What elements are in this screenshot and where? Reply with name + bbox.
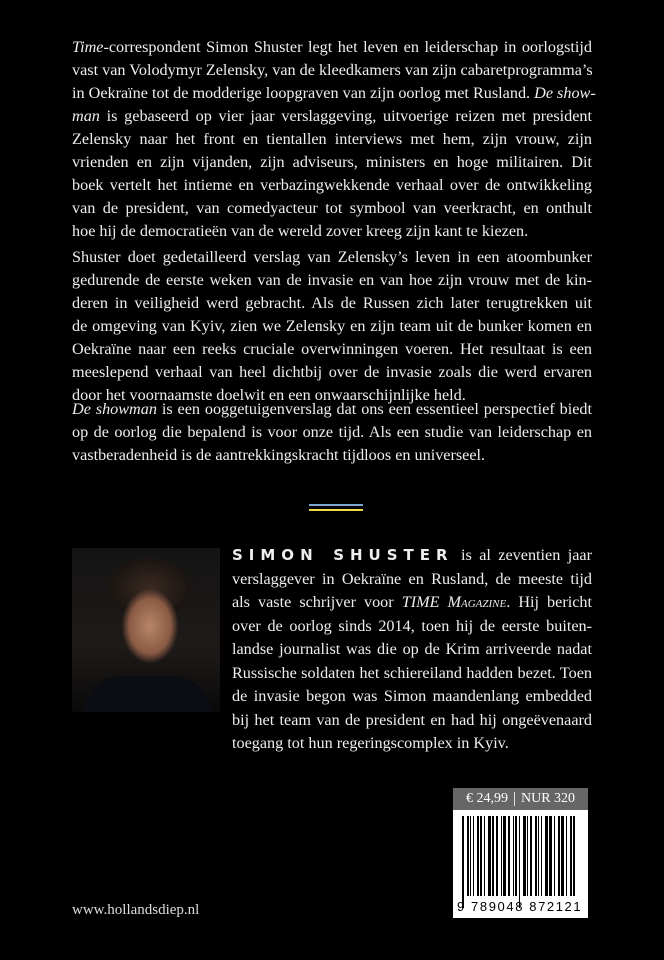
barcode-bar (496, 816, 498, 896)
text-line (232, 591, 592, 615)
text-segment: vastberadenheid is de aantrekkingskracht tijdloos en universeel. (72, 446, 486, 464)
text-line (72, 315, 592, 338)
barcode-bar (480, 816, 482, 896)
barcode-bar (561, 816, 564, 896)
separator (514, 792, 515, 806)
nur-code: NUR 320 (520, 791, 576, 806)
barcode-bars (459, 816, 581, 908)
text-line (72, 292, 592, 315)
text-segment: -correspondent Simon Shuster legt het leven en leiderschap in oorlogstijd (103, 38, 592, 56)
barcode-bar (462, 816, 464, 908)
barcode-bar (535, 816, 537, 896)
barcode-bar (501, 816, 502, 896)
barcode-bar (538, 816, 539, 896)
barcode-bar (503, 816, 506, 896)
text-segment: op de oorlog die bepalend is voor onze tijd. Als een studie van leiderschap en (72, 423, 592, 441)
barcode-bar (527, 816, 528, 896)
text-line (72, 444, 592, 467)
ukraine-flag-divider (309, 504, 363, 511)
text-line (72, 197, 592, 220)
text-line (72, 105, 592, 128)
barcode-bar (549, 816, 552, 896)
text-segment: De showman (72, 400, 157, 418)
text-segment: toegang tot hun regeringscomplex in Kyiv. (232, 734, 509, 752)
text-segment: van de president, van comedyacteur tot symbool van veerkracht, en onthult (72, 199, 592, 217)
text-segment: deren in veiligheid werd gebracht. Als de Russen zich later terugtrekken uit (72, 294, 592, 312)
text-line (72, 36, 592, 59)
text-segment: gedurende de eerste weken van de invasie en van hoe zijn vrouw met de kin- (72, 271, 592, 289)
barcode-bar (554, 816, 555, 896)
text-segment: bij het team van de president en had hij ongeëvenaard (232, 710, 592, 729)
text-line (232, 685, 592, 709)
text-segment: vast van Volodymyr Zelensky, van de kleedkamers van zijn cabaretprogramma’s (72, 61, 593, 79)
barcode-bar (541, 816, 542, 896)
text-segment: door het voornaamste doelwit en een onwaarschijnlijke held. (72, 386, 466, 404)
blurb-paragraph-3 (72, 398, 592, 467)
barcode-bar (470, 816, 471, 896)
publisher-website: www.hollandsdiep.nl (72, 902, 200, 918)
text-segment: is een ooggetuigenverslag dat ons een essentieel perspectief biedt (156, 400, 592, 418)
barcode-bar (523, 816, 526, 896)
barcode-bar (558, 816, 560, 896)
text-segment: over de oorlog sinds 2014, toen hij de eerste buiten- (232, 616, 592, 635)
text-line (232, 615, 592, 639)
text-segment: in Oekraïne tot de modderige loopgraven van zijn oorlog met Rusland. (72, 84, 535, 102)
barcode-bar (566, 816, 567, 896)
text-line (232, 709, 592, 733)
text-line (72, 361, 592, 384)
barcode-bar (513, 816, 514, 896)
text-segment: Zelensky naar het front en tientallen interviews met hem, zijn vrouw, zijn (72, 130, 592, 148)
text-segment: meeslepend verhaal van heel dichtbij over de invasie zoals die werd ervaren (72, 363, 592, 381)
text-segment: verslaggever in Oekraïne en Rusland, de meeste tijd (232, 569, 592, 588)
text-line (72, 59, 592, 82)
barcode-bar (492, 816, 494, 896)
text-line (72, 421, 592, 444)
barcode-box (453, 788, 588, 918)
barcode-bar (467, 816, 469, 896)
text-segment: TIME Magazine (401, 593, 507, 611)
text-segment: . Hij bericht (506, 593, 592, 611)
text-segment: man (72, 107, 100, 125)
price: € 24,99 (465, 791, 508, 806)
text-segment: vrienden en zijn vijanden, zijn adviseurs, ministers en hoge militairen. Dit (72, 153, 592, 171)
text-segment: hoe hij de democratieën van de wereld zover kreeg zijn kant te kiezen. (72, 222, 529, 240)
text-line (72, 220, 592, 243)
text-line (232, 732, 592, 756)
blurb-paragraph-1 (72, 36, 596, 243)
text-line (232, 662, 592, 686)
barcode-bar (508, 816, 510, 896)
barcode-bar (545, 816, 548, 896)
text-segment: boek vertelt het intieme en verbazingwekkende verhaal over de ontwikkeling (72, 176, 592, 194)
text-line (72, 151, 592, 174)
text-line (72, 269, 592, 292)
barcode-bar (570, 816, 572, 896)
text-line (232, 638, 592, 662)
text-segment: Russische soldaten het schiereiland hadden bezet. Toen (232, 663, 592, 682)
author-name: SIMON SHUSTER (232, 546, 454, 564)
text-segment: als vaste schrijver voor (232, 593, 402, 611)
blurb-paragraph-2 (72, 246, 592, 407)
barcode-bar (473, 816, 474, 896)
text-segment: De show- (534, 84, 596, 102)
text-line (72, 128, 592, 151)
text-segment: de omgeving van Kyiv, zien we Zelensky en zijn team uit de bunker komen en (72, 317, 592, 335)
text-line (72, 398, 592, 421)
text-line (72, 338, 592, 361)
text-line (232, 568, 592, 592)
text-segment: Shuster doet gedetailleerd verslag van Zelensky’s leven in een atoombunker (72, 248, 592, 266)
text-line (72, 174, 592, 197)
text-segment: is gebaseerd op vier jaar verslaggeving, uitvoerige reizen met president (99, 107, 592, 125)
text-line (232, 544, 592, 568)
barcode-bar (573, 816, 575, 896)
price-bar (453, 788, 588, 810)
text-segment: landse journalist was die op de Krim arriveerde nadat (232, 640, 592, 658)
barcode-bar (477, 816, 479, 896)
barcode-bar (519, 816, 520, 908)
barcode-bar (488, 816, 491, 896)
barcode-bar (484, 816, 485, 896)
text-segment: is al zeventien jaar (453, 546, 592, 564)
author-bio (232, 544, 592, 756)
text-line (72, 246, 592, 269)
author-photo (72, 548, 220, 712)
barcode-bar (530, 816, 532, 896)
text-segment: de invasie begon was Simon maandenlang embedded (232, 687, 592, 705)
isbn-digits: 9 789048 872121 (457, 899, 583, 914)
text-segment: Oekraïne naar een reeks cruciale overwinningen voeren. Het resultaat is een (72, 340, 592, 358)
barcode-bar (515, 816, 517, 896)
text-line (72, 82, 596, 105)
text-segment: Time (72, 38, 104, 56)
